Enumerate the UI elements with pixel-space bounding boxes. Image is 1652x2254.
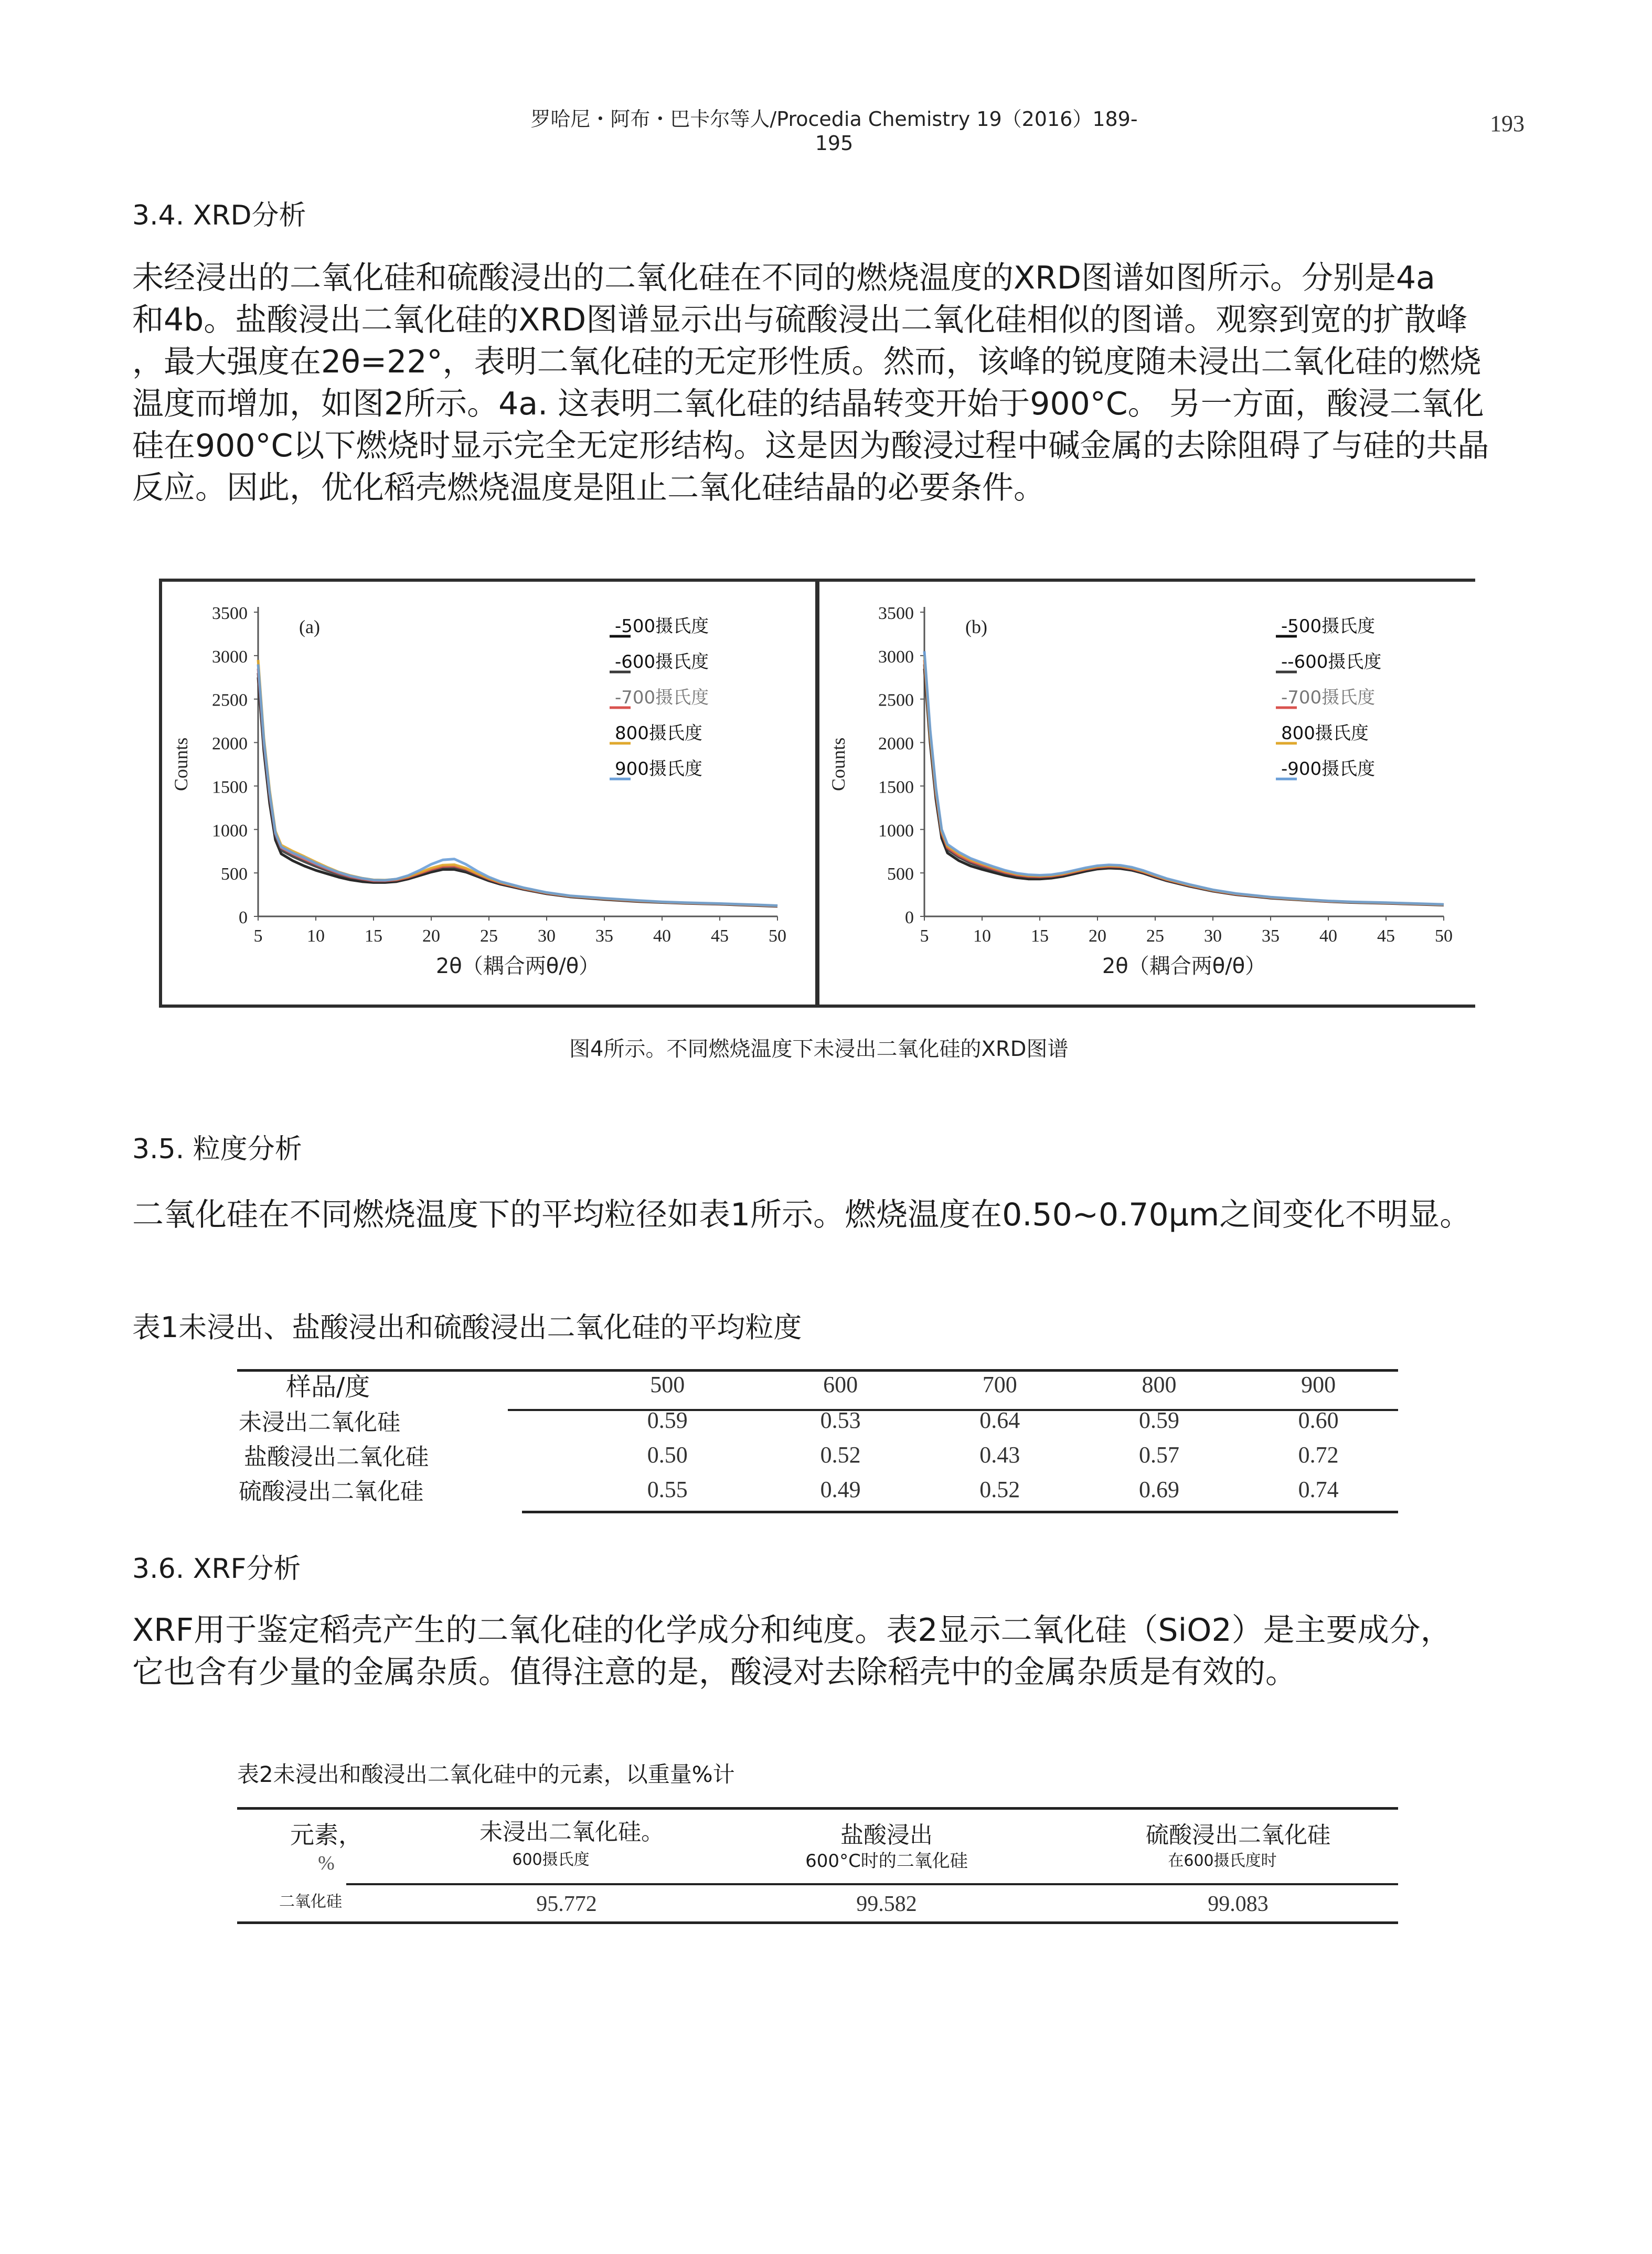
xrd-panel-a — [159, 579, 818, 1008]
y-tick-label: 1500 — [212, 777, 248, 797]
body-line: 它也含有少量的金属杂质。值得注意的是，酸浸对去除稻壳中的金属杂质是有效的。 — [132, 1654, 1297, 1691]
table-cell: 0.57 — [1138, 1441, 1179, 1468]
table2-col4-head: 硫酸浸出二氧化硅 — [1146, 1822, 1330, 1849]
panel-label: (a) — [299, 616, 320, 637]
legend-entry: -700摄氏度 — [1281, 687, 1376, 708]
section-heading-particle-size: 3.5. 粒度分析 — [132, 1134, 302, 1165]
x-tick-label: 5 — [920, 926, 929, 946]
running-header: 罗哈尼・阿布・巴卡尔等人/Procedia Chemistry 19（2016）189-195 — [530, 108, 1138, 155]
table-header-cell: 样品/度 — [286, 1372, 370, 1402]
table2-cell: 95.772 — [536, 1892, 597, 1916]
y-tick-label: 1500 — [878, 777, 914, 797]
table-header-cell: 900 — [1301, 1372, 1336, 1397]
x-tick-label: 30 — [1204, 926, 1222, 946]
y-tick-label: 3500 — [878, 604, 914, 623]
legend-entry: --600摄氏度 — [1281, 651, 1382, 672]
y-axis-title: Counts — [170, 737, 191, 792]
x-tick-label: 15 — [1031, 926, 1049, 946]
x-tick-label: 50 — [769, 926, 786, 946]
table-cell: 硫酸浸出二氧化硅 — [239, 1478, 423, 1505]
legend-entry: -500摄氏度 — [615, 616, 709, 637]
y-tick-label: 2000 — [878, 734, 914, 754]
table2-col2-head: 未浸出二氧化硅。 — [479, 1819, 664, 1845]
y-tick-label: 1000 — [878, 821, 914, 841]
table-row — [233, 1437, 1398, 1472]
legend-entry: -500摄氏度 — [1281, 616, 1376, 637]
legend-entry: -900摄氏度 — [1281, 759, 1376, 779]
x-axis-title: 2θ（耦合两θ/θ） — [1102, 954, 1266, 978]
table2-row-label: 二氧化硅 — [279, 1893, 342, 1911]
section-heading-xrf: 3.6. XRF分析 — [132, 1553, 301, 1585]
x-tick-label: 5 — [253, 926, 263, 946]
xrd-chart-b — [819, 582, 1475, 1005]
table-cell: 0.59 — [647, 1407, 688, 1433]
panel-label: (b) — [965, 616, 987, 637]
table1-bottom-rule — [522, 1511, 1398, 1513]
body-line: 二氧化硅在不同燃烧温度下的平均粒径如表1所示。燃烧温度在0.50~0.70μm之间变化不明显。 — [132, 1197, 1472, 1233]
legend-entry: 800摄氏度 — [1281, 723, 1369, 744]
table2-col3-sub: 600°C时的二氧化硅 — [805, 1851, 968, 1872]
table2-cell: 99.582 — [856, 1892, 917, 1916]
table-row — [233, 1403, 1398, 1437]
xrd-chart-a — [162, 582, 815, 1005]
table2-cell: 99.083 — [1208, 1892, 1269, 1916]
y-tick-label: 500 — [887, 864, 914, 884]
table-cell: 0.64 — [979, 1407, 1020, 1433]
table-header-cell: 800 — [1142, 1372, 1177, 1397]
table2-col1-unit: % — [318, 1852, 335, 1874]
page-number: 193 — [1490, 111, 1525, 136]
y-tick-label: 2500 — [212, 690, 248, 710]
table-cell: 盐酸浸出二氧化硅 — [244, 1444, 429, 1470]
table-header-row — [233, 1366, 1398, 1403]
section-body-xrd — [132, 257, 1489, 509]
x-tick-label: 10 — [973, 926, 991, 946]
table-cell: 0.74 — [1298, 1476, 1339, 1502]
table2-col1-head: 元素， — [290, 1821, 363, 1849]
legend-entry: 900摄氏度 — [615, 759, 702, 779]
y-tick-label: 0 — [239, 908, 248, 927]
y-tick-label: 3500 — [212, 604, 248, 623]
legend-entry: -600摄氏度 — [615, 651, 709, 672]
table2-top-rule — [237, 1807, 1398, 1810]
y-axis-title: Counts — [828, 737, 849, 792]
table1 — [233, 1366, 1398, 1507]
x-tick-label: 15 — [365, 926, 382, 946]
body-line: 未经浸出的二氧化硅和硫酸浸出的二氧化硅在不同的燃烧温度的XRD图谱如图所示。分别是4a — [132, 260, 1435, 296]
y-tick-label: 3000 — [878, 647, 914, 667]
table1-caption: 表1未浸出、盐酸浸出和硫酸浸出二氧化硅的平均粒度 — [132, 1311, 802, 1344]
y-tick-label: 2000 — [212, 734, 248, 754]
table-cell: 0.49 — [820, 1476, 861, 1502]
table-cell: 0.72 — [1298, 1441, 1339, 1468]
table-cell: 0.53 — [820, 1407, 861, 1433]
x-axis-title: 2θ（耦合两θ/θ） — [435, 954, 600, 978]
y-tick-label: 1000 — [212, 821, 248, 841]
xrd-panel-b — [816, 579, 1475, 1008]
section-heading-xrd: 3.4. XRD分析 — [132, 200, 306, 231]
legend-entry: -700摄氏度 — [615, 687, 709, 708]
x-tick-label: 20 — [422, 926, 440, 946]
table-cell: 0.52 — [820, 1441, 861, 1468]
section-body-particle-size — [132, 1194, 1471, 1236]
y-tick-label: 3000 — [212, 647, 248, 667]
body-line: 硅在900°C以下燃烧时显示完全无定形结构。这是因为酸浸过程中碱金属的去除阻碍了与硅的共晶 — [132, 428, 1489, 464]
x-tick-label: 20 — [1089, 926, 1106, 946]
x-tick-label: 30 — [538, 926, 556, 946]
table2-bottom-rule — [237, 1921, 1398, 1924]
table-header-cell: 700 — [982, 1372, 1017, 1397]
table2-col2-sub: 600摄氏度 — [512, 1851, 590, 1869]
x-tick-label: 45 — [1377, 926, 1395, 946]
table-header-cell: 600 — [823, 1372, 858, 1397]
x-tick-label: 25 — [1146, 926, 1164, 946]
table2-caption: 表2未浸出和酸浸出二氧化硅中的元素，以重量%计 — [237, 1761, 735, 1787]
x-tick-label: 25 — [480, 926, 498, 946]
body-line: 温度而增加，如图2所示。4a. 这表明二氧化硅的结晶转变开始于900°C。 另一方面，酸浸二氧化 — [132, 386, 1484, 422]
figure-caption: 图4所示。不同燃烧温度下未浸出二氧化硅的XRD图谱 — [569, 1037, 1069, 1061]
table-cell: 未浸出二氧化硅 — [239, 1409, 400, 1436]
body-line: ，最大强度在2θ=22°，表明二氧化硅的无定形性质。然而，该峰的锐度随未浸出二氧化硅的燃烧 — [132, 344, 1482, 380]
table-cell: 0.55 — [647, 1476, 688, 1502]
x-tick-label: 35 — [1262, 926, 1280, 946]
x-tick-label: 50 — [1435, 926, 1453, 946]
table-cell: 0.50 — [647, 1441, 688, 1468]
table-cell: 0.43 — [979, 1441, 1020, 1468]
table2-col4-sub: 在600摄氏度时 — [1168, 1852, 1277, 1870]
body-line: XRF用于鉴定稻壳产生的二氧化硅的化学成分和纯度。表2显示二氧化硅（SiO2）是主要成分， — [132, 1612, 1452, 1649]
body-line: 反应。因此，优化稻壳燃烧温度是阻止二氧化硅结晶的必要条件。 — [132, 469, 1045, 506]
x-tick-label: 35 — [595, 926, 613, 946]
table2-header-rule — [346, 1883, 1398, 1885]
table2-col3-head: 盐酸浸出 — [840, 1822, 933, 1849]
section-body-xrf — [132, 1609, 1452, 1693]
y-tick-label: 500 — [221, 864, 248, 884]
table-cell: 0.59 — [1138, 1407, 1179, 1433]
x-tick-label: 40 — [653, 926, 671, 946]
table-cell: 0.60 — [1298, 1407, 1339, 1433]
table-cell: 0.69 — [1138, 1476, 1179, 1502]
table-row — [233, 1472, 1398, 1507]
legend-entry: 800摄氏度 — [615, 723, 702, 744]
x-tick-label: 10 — [307, 926, 325, 946]
body-line: 和4b。盐酸浸出二氧化硅的XRD图谱显示出与硫酸浸出二氧化硅相似的图谱。观察到宽的扩散峰 — [132, 302, 1468, 338]
table-cell: 0.52 — [979, 1476, 1020, 1502]
x-tick-label: 45 — [711, 926, 729, 946]
y-tick-label: 2500 — [878, 690, 914, 710]
table-header-cell: 500 — [650, 1372, 685, 1397]
y-tick-label: 0 — [905, 908, 914, 927]
x-tick-label: 40 — [1319, 926, 1337, 946]
